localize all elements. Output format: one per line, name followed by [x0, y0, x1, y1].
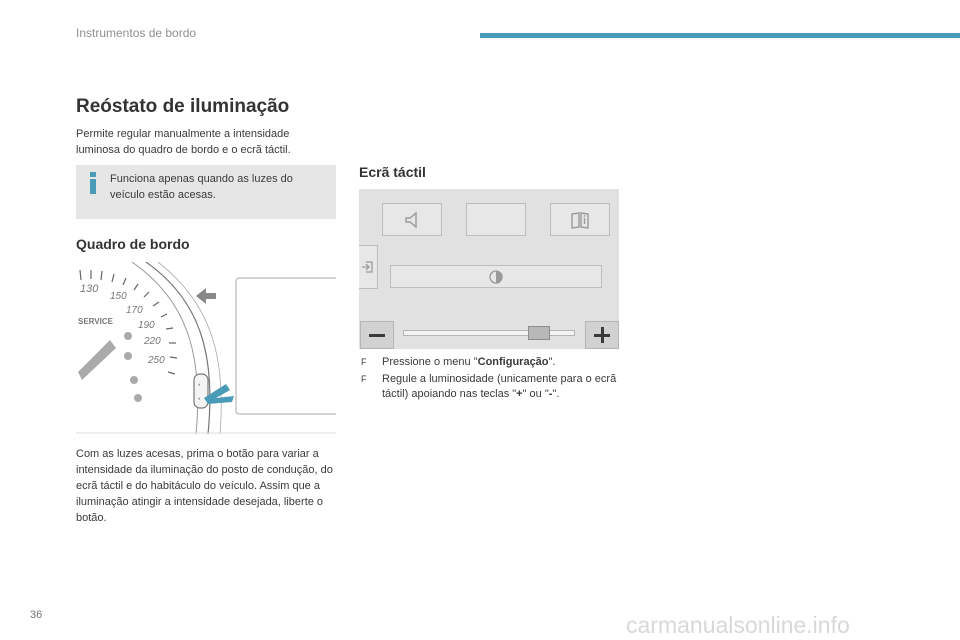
brightness-tile[interactable] — [390, 265, 602, 288]
brightness-decrease-button[interactable] — [360, 321, 394, 349]
dimmer-button[interactable] — [194, 374, 208, 408]
blank-tile[interactable] — [466, 203, 526, 236]
speed-label: 220 — [144, 336, 161, 347]
brightness-icon — [488, 269, 504, 285]
sound-tile[interactable] — [382, 203, 442, 236]
svg-text:*: * — [198, 384, 201, 390]
speed-label: 170 — [126, 305, 143, 316]
brightness-increase-button[interactable] — [585, 321, 619, 349]
exit-tile[interactable] — [359, 245, 378, 289]
service-label: SERVICE — [78, 317, 113, 326]
info-text: Funciona apenas quando as luzes do veículo estão acesas. — [110, 173, 293, 201]
step-item: F Pressione o menu "Configuração". — [361, 356, 556, 368]
speaker-icon — [402, 210, 422, 230]
menu-name: Configuração — [477, 356, 549, 368]
speed-label: 150 — [110, 291, 127, 302]
dashboard-illustration — [76, 262, 336, 434]
intro-text: Permite regular manualmente a intensidade luminosa do quadro de bordo e o ecrã táctil. — [76, 128, 291, 156]
brightness-slider-thumb[interactable] — [528, 326, 550, 340]
warning-lamp-icons — [124, 332, 142, 402]
speed-label: 130 — [80, 283, 99, 295]
arrow-icon — [196, 288, 216, 304]
speed-label: 190 — [138, 320, 155, 331]
touchscreen-illustration — [359, 189, 619, 349]
page-title: Reóstato de iluminação — [76, 96, 290, 117]
page-number: 36 — [30, 609, 43, 621]
info-box — [76, 165, 336, 219]
minus-icon — [369, 334, 385, 337]
touchscreen-steps — [359, 355, 629, 404]
minus-key-label: - — [548, 388, 553, 400]
dashboard-heading: Quadro de bordo — [76, 236, 190, 252]
header-rule — [480, 33, 960, 38]
info-tile[interactable] — [550, 203, 610, 236]
info-icon — [88, 172, 98, 194]
section-header: Instrumentos de bordo — [76, 26, 197, 40]
book-info-icon — [569, 210, 591, 230]
step-bullet: F — [361, 357, 367, 367]
display-screen — [236, 278, 336, 414]
touchscreen-heading: Ecrã táctil — [359, 164, 426, 180]
speed-label: 250 — [148, 355, 165, 366]
watermark: carmanualsonline.info — [626, 612, 850, 638]
speedometer-needle — [78, 340, 116, 380]
step-bullet: F — [361, 374, 367, 384]
plus-icon — [594, 327, 610, 343]
dashboard-caption: Com as luzes acesas, prima o botão para variar a intensidade da iluminação do posto de condução, do ecrã táctil e do habitáculo do veículo. Assim que a iluminação atingir a intensidade desejada, liberte o botão. — [76, 448, 333, 524]
exit-icon — [360, 259, 376, 275]
svg-text:*: * — [198, 398, 201, 404]
step-item: F Regule a luminosidade (unicamente para o ecrã táctil) apoiando nas teclas "+" ou "-". — [361, 373, 617, 400]
plus-key-label: + — [516, 388, 523, 400]
